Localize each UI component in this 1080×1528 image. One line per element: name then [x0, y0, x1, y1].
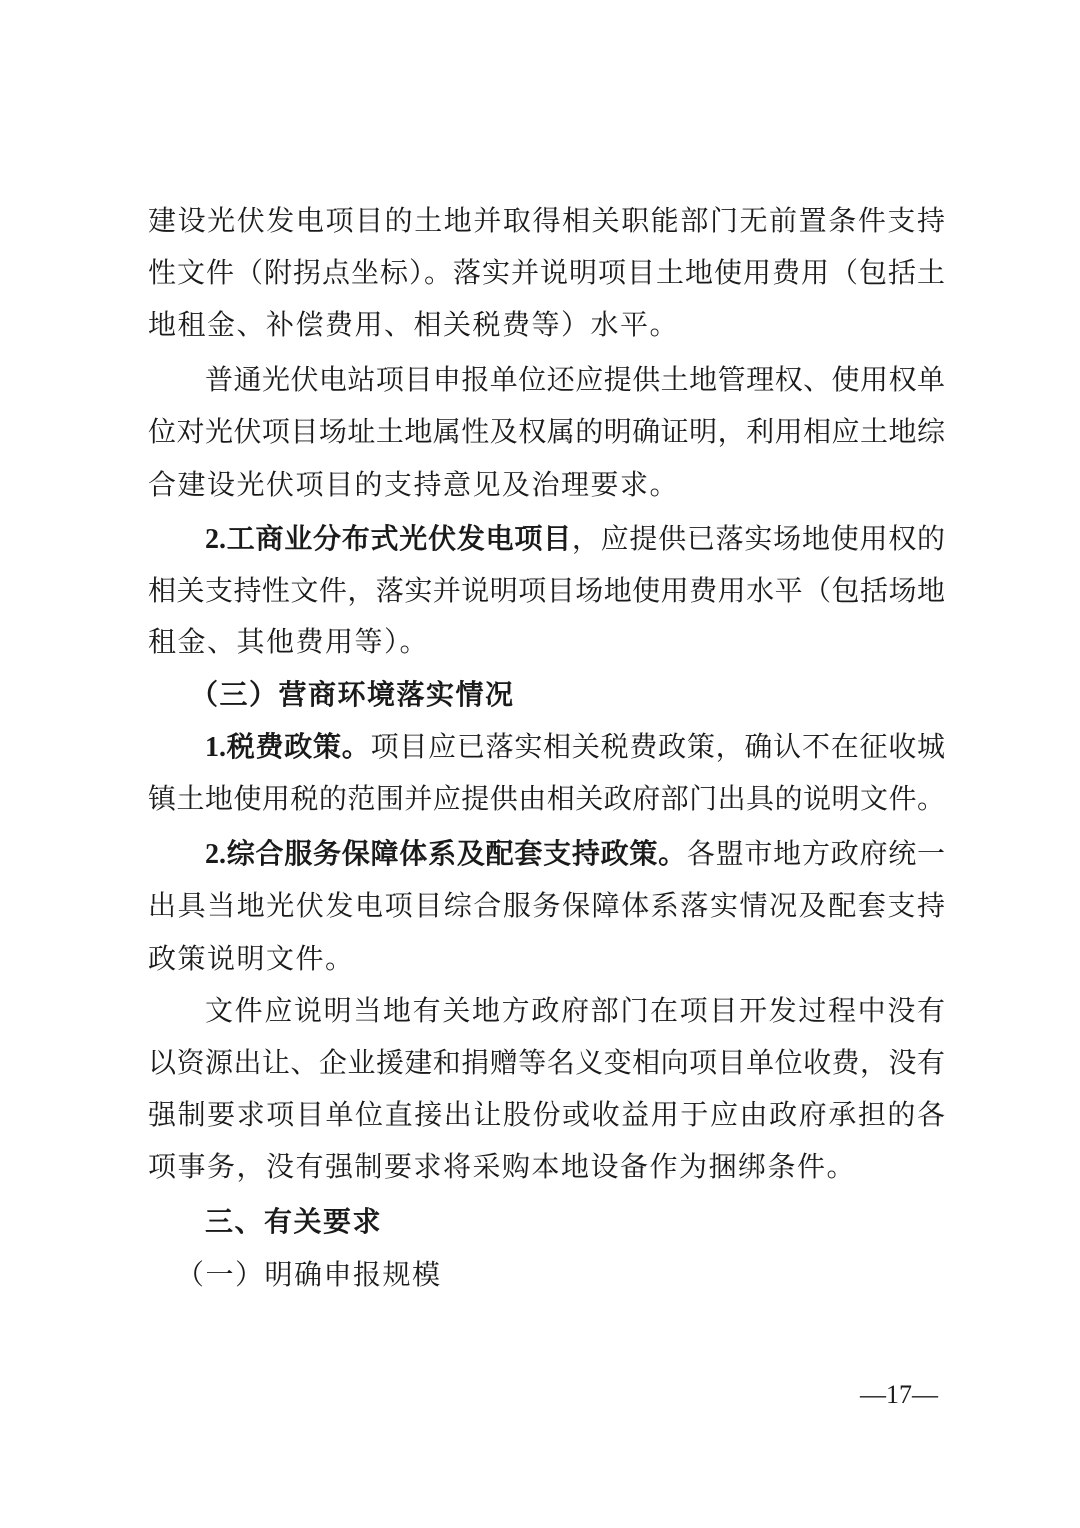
text-line: [148, 308, 945, 344]
text: 性文件（附拐点坐标）。落实并说明项目土地使用费用（包括土: [148, 258, 945, 289]
text: 镇土地使用税的范围并应提供由相关政府部门出具的说明文件。: [148, 784, 945, 815]
text-line: [176, 1258, 945, 1294]
text: 政策说明文件。: [148, 944, 355, 975]
text-line: [148, 204, 945, 240]
page-number: —17—: [860, 1380, 938, 1409]
text-line: [148, 1046, 945, 1082]
text: 合建设光伏项目的支持意见及治理要求。: [148, 470, 680, 501]
bold-text: 三、有关要求: [205, 1205, 383, 1238]
text: 项事务，没有强制要求将采购本地设备作为捆绑条件。: [148, 1152, 857, 1183]
text-line: [205, 363, 945, 399]
text: 地租金、补偿费用、相关税费等）水平。: [148, 310, 680, 341]
text-line: [148, 256, 945, 292]
text-line: [148, 625, 945, 661]
text: 出具当地光伏发电项目综合服务保障体系落实情况及配套支持: [148, 891, 945, 922]
text: ，应提供已落实场地使用权的: [571, 524, 945, 555]
text-line: [205, 994, 945, 1030]
text: 租金、其他费用等）。: [148, 627, 430, 658]
text-line: [148, 942, 945, 978]
text-line: [205, 837, 945, 873]
text: 相关支持性文件，落实并说明项目场地使用费用水平（包括场地: [148, 576, 945, 607]
section-heading: [190, 677, 945, 713]
bold-text: 2.工商业分布式光伏发电项目: [205, 524, 572, 555]
bold-text: 1.税费政策。: [205, 732, 371, 763]
text-line: [205, 730, 945, 766]
bold-text: 2.综合服务保障体系及配套支持政策。: [205, 839, 687, 870]
bold-text: （三）营商环境落实情况: [190, 678, 515, 711]
text: 以资源出让、企业援建和捐赠等名义变相向项目单位收费，没有: [148, 1048, 945, 1079]
text-line: [148, 574, 945, 610]
text: 各盟市地方政府统一: [686, 839, 945, 870]
text: 位对光伏项目场址土地属性及权属的明确证明，利用相应土地综: [148, 417, 945, 448]
text-line: [205, 522, 945, 558]
text-line: [148, 889, 945, 925]
text-line: [148, 1150, 945, 1186]
text-line: [148, 468, 945, 504]
text: 项目应已落实相关税费政策，确认不在征收城: [370, 732, 945, 763]
section-heading: [205, 1204, 945, 1240]
text: 文件应说明当地有关地方政府部门在项目开发过程中没有: [205, 996, 945, 1027]
text-line: [148, 782, 945, 818]
text: 强制要求项目单位直接出让股份或收益用于应由政府承担的各: [148, 1100, 945, 1131]
text-line: [148, 415, 945, 451]
text: 建设光伏发电项目的土地并取得相关职能部门无前置条件支持: [148, 206, 945, 237]
text: （一）明确申报规模: [176, 1260, 442, 1291]
text: 普通光伏电站项目申报单位还应提供土地管理权、使用权单: [205, 365, 945, 396]
text-line: [148, 1098, 945, 1134]
